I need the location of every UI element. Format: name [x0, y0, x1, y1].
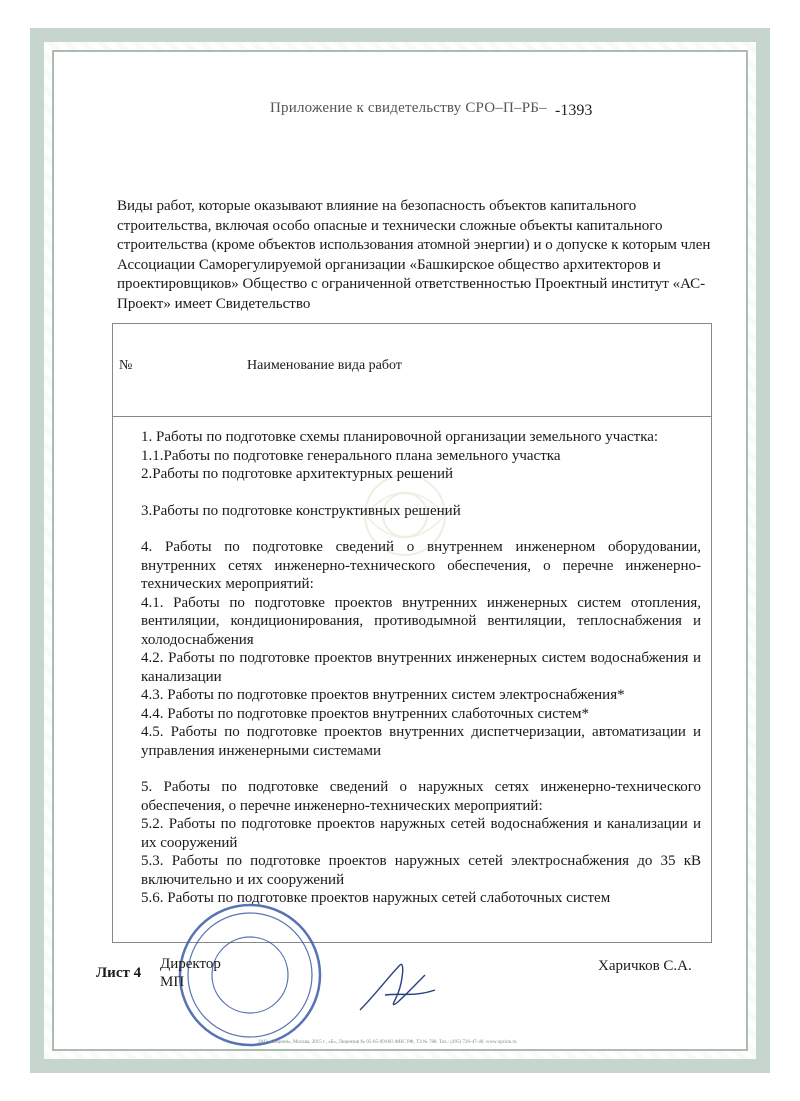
work-item: 4.5. Работы по подготовке проектов внутренних диспетчеризации, автоматизации и управления инженерными системами — [141, 724, 701, 759]
intro-line: Виды работ, которые оказывают влияние на безопасность объектов капитального — [117, 198, 637, 214]
spacer — [141, 520, 701, 538]
appendix-title: Приложение к свидетельству СРО–П–РБ– — [270, 100, 547, 116]
work-item: 2.Работы по подготовке архитектурных решений — [141, 466, 454, 482]
sheet-number: Лист 4 — [96, 965, 142, 981]
intro-line: Ассоциации Саморегулируемой организации «Башкирское общество архитекторов и — [117, 256, 661, 273]
director-label: Директор — [160, 956, 221, 972]
works-table — [112, 323, 712, 943]
work-item: 5.6. Работы по подготовке проектов наружных сетей слаботочных систем — [141, 890, 611, 906]
work-item: 5.3. Работы по подготовке проектов наружных сетей электроснабжения до 35 кВ включительно и их сооружений — [141, 853, 701, 888]
print-footer: ЗАО «Опцион», Москва, 2015 г., «Б», Лицензия № 05-05-09/003 ФНС РФ, ТЗ № 788. Тел.: (495) 726-47-40. www.opcion.ru — [258, 1040, 517, 1045]
director-name: Харичков С.А. — [598, 958, 692, 974]
spacer — [141, 760, 701, 778]
work-item: 5. Работы по подготовке сведений о наружных сетях инженерно-технического обеспечения, о перечне инженерно-технических мероприятий: — [141, 779, 701, 814]
intro-line: строительства (кроме объектов использования атомной энергии) и о допуске к которым член — [117, 237, 711, 253]
intro-line: строительства, включая особо опасные и технически сложные объекты капитального — [117, 217, 663, 234]
organization-seal — [175, 900, 325, 1050]
spacer — [141, 484, 701, 502]
work-item: 5.2. Работы по подготовке проектов наружных сетей водоснабжения и канализации и их сооружений — [141, 816, 701, 851]
intro-line: проектировщиков» Общество с ограниченной ответственностью Проектный институт «АС- — [117, 276, 706, 292]
work-item: 4.3. Работы по подготовке проектов внутренних систем электроснабжения* — [141, 687, 625, 703]
certificate-number: -1393 — [555, 102, 593, 119]
table-body — [141, 428, 701, 908]
work-item: 3.Работы по подготовке конструктивных решений — [141, 502, 461, 519]
director-signature — [355, 955, 445, 1025]
work-item: 4. Работы по подготовке сведений о внутреннем инженерном оборудовании, внутренних сетях инженерно-технического обеспечения, о перечне инженерно-технических мероприятий: — [141, 539, 701, 592]
work-item: 1. Работы по подготовке схемы планировочной организации земельного участка: — [141, 429, 659, 445]
table-header — [113, 324, 711, 417]
stamp-place-label: МП — [160, 974, 185, 990]
column-name-header: Наименование вида работ — [247, 358, 402, 373]
column-number-header: № — [119, 358, 133, 373]
intro-line: Проект» имеет Свидетельство — [117, 295, 311, 312]
work-item: 4.4. Работы по подготовке проектов внутренних слаботочных систем* — [141, 705, 590, 722]
work-item: 1.1.Работы по подготовке генерального плана земельного участка — [141, 447, 561, 464]
work-item: 4.2. Работы по подготовке проектов внутренних инженерных систем водоснабжения и канализации — [141, 650, 701, 685]
work-item: 4.1. Работы по подготовке проектов внутренних инженерных систем отопления, вентиляции, кондиционирования, противодымной вентиляции, теплоснабжения и холодоснабжения — [141, 594, 701, 648]
intro-paragraph — [117, 197, 747, 314]
